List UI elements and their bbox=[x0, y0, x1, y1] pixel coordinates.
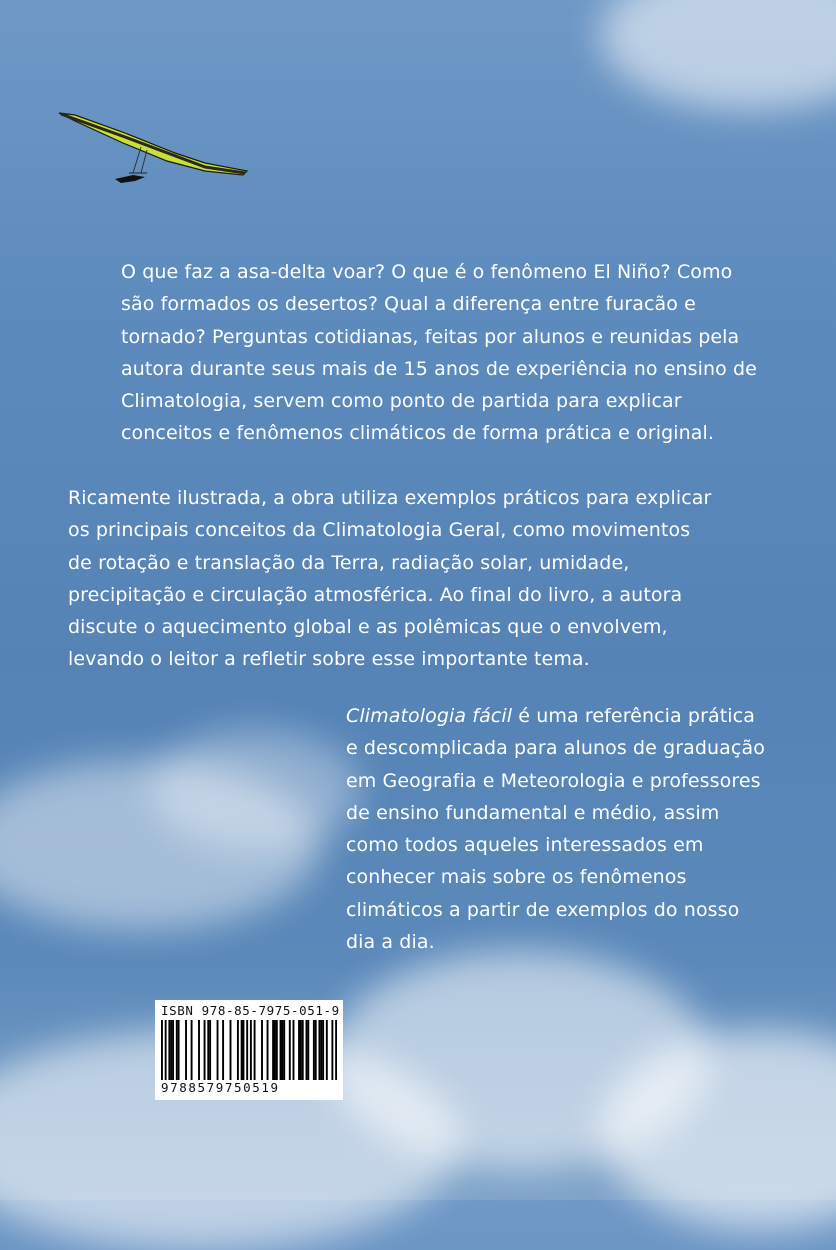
barcode-bar bbox=[230, 1020, 232, 1080]
barcode-bar bbox=[237, 1020, 239, 1080]
barcode-bar bbox=[261, 1020, 263, 1080]
barcode-bar bbox=[331, 1020, 333, 1080]
barcode-bar bbox=[335, 1020, 337, 1080]
barcode-bar bbox=[207, 1020, 209, 1080]
barcode-bar bbox=[241, 1020, 243, 1080]
barcode-bar bbox=[250, 1020, 252, 1080]
barcode-bar bbox=[322, 1020, 324, 1080]
barcode-bar bbox=[185, 1020, 187, 1080]
barcode-bar bbox=[326, 1020, 328, 1080]
book-title: Climatologia fácil bbox=[346, 705, 513, 727]
barcode-bar bbox=[281, 1020, 283, 1080]
barcode-bar bbox=[168, 1020, 170, 1080]
barcode-bar bbox=[274, 1020, 276, 1080]
isbn-digits: 9788579750519 bbox=[161, 1080, 280, 1095]
barcode-bar bbox=[272, 1020, 274, 1080]
barcode-bar bbox=[302, 1020, 304, 1080]
barcode-bar bbox=[306, 1020, 308, 1080]
audience-paragraph bbox=[346, 700, 766, 958]
barcode-image bbox=[161, 1020, 337, 1080]
barcode-bar bbox=[293, 1020, 295, 1080]
barcode-bar bbox=[289, 1020, 291, 1080]
hang-glider-image bbox=[55, 105, 255, 195]
barcode-bar bbox=[172, 1020, 174, 1080]
barcode-bar bbox=[243, 1020, 245, 1080]
barcode-bar bbox=[246, 1020, 248, 1080]
barcode-bar bbox=[170, 1020, 172, 1080]
barcode-bar bbox=[198, 1020, 200, 1080]
cloud-top-right bbox=[600, 0, 836, 110]
cloud-center-low bbox=[150, 730, 360, 850]
intro-paragraph: O que faz a asa-delta voar? O que é o fenômeno El Niño? Como são formados os desertos? Qual a diferença entre furacão e tornado? Perguntas cotidianas, feitas por alunos e reunidas pela autora durante seus mais de 15 anos de experiência no ensino de Climatologia, servem como ponto de partida para explicar conceitos e fenômenos climáticos de forma prática e original. bbox=[121, 261, 757, 445]
barcode-bar bbox=[176, 1020, 178, 1080]
isbn-label: ISBN 978-85-7975-051-9 bbox=[161, 1003, 340, 1018]
barcode-bar bbox=[300, 1020, 302, 1080]
barcode-bar bbox=[320, 1020, 322, 1080]
barcode-bar bbox=[276, 1020, 278, 1080]
barcode-bar bbox=[178, 1020, 180, 1080]
barcode-bar bbox=[161, 1020, 163, 1080]
barcode-bar bbox=[209, 1020, 211, 1080]
audience-text: é uma referência prática e descomplicada para alunos de graduação em Geografia e Meteorologia e professores de ensino fundamental e médio, assim como todos aqueles interessados em conhecer mais sobre os fenômenos climáticos a partir de exemplos do nosso dia a dia. bbox=[346, 705, 765, 954]
barcode-bar bbox=[283, 1020, 285, 1080]
barcode-bar bbox=[165, 1020, 167, 1080]
barcode-bar bbox=[191, 1020, 193, 1080]
barcode-bar bbox=[298, 1020, 300, 1080]
barcode-bar bbox=[315, 1020, 317, 1080]
description-paragraph: Ricamente ilustrada, a obra utiliza exemplos práticos para explicar os principais conceitos da Climatologia Geral, como movimentos de rotação e translação da Terra, radiação solar, umidade, precipitação e circulação atmosférica. Ao final do livro, a autora discute o aquecimento global e as polêmicas que o envolvem, levando o leitor a refletir sobre esse importante tema. bbox=[68, 487, 712, 671]
barcode-bar bbox=[313, 1020, 315, 1080]
barcode-bar bbox=[267, 1020, 269, 1080]
barcode-bar bbox=[254, 1020, 256, 1080]
barcode-bar bbox=[307, 1020, 309, 1080]
barcode-bar bbox=[217, 1020, 219, 1080]
barcode-bar bbox=[318, 1020, 320, 1080]
barcode-bar bbox=[204, 1020, 206, 1080]
isbn-barcode-box bbox=[155, 1000, 343, 1100]
barcode-bar bbox=[280, 1020, 282, 1080]
barcode-bar bbox=[222, 1020, 224, 1080]
